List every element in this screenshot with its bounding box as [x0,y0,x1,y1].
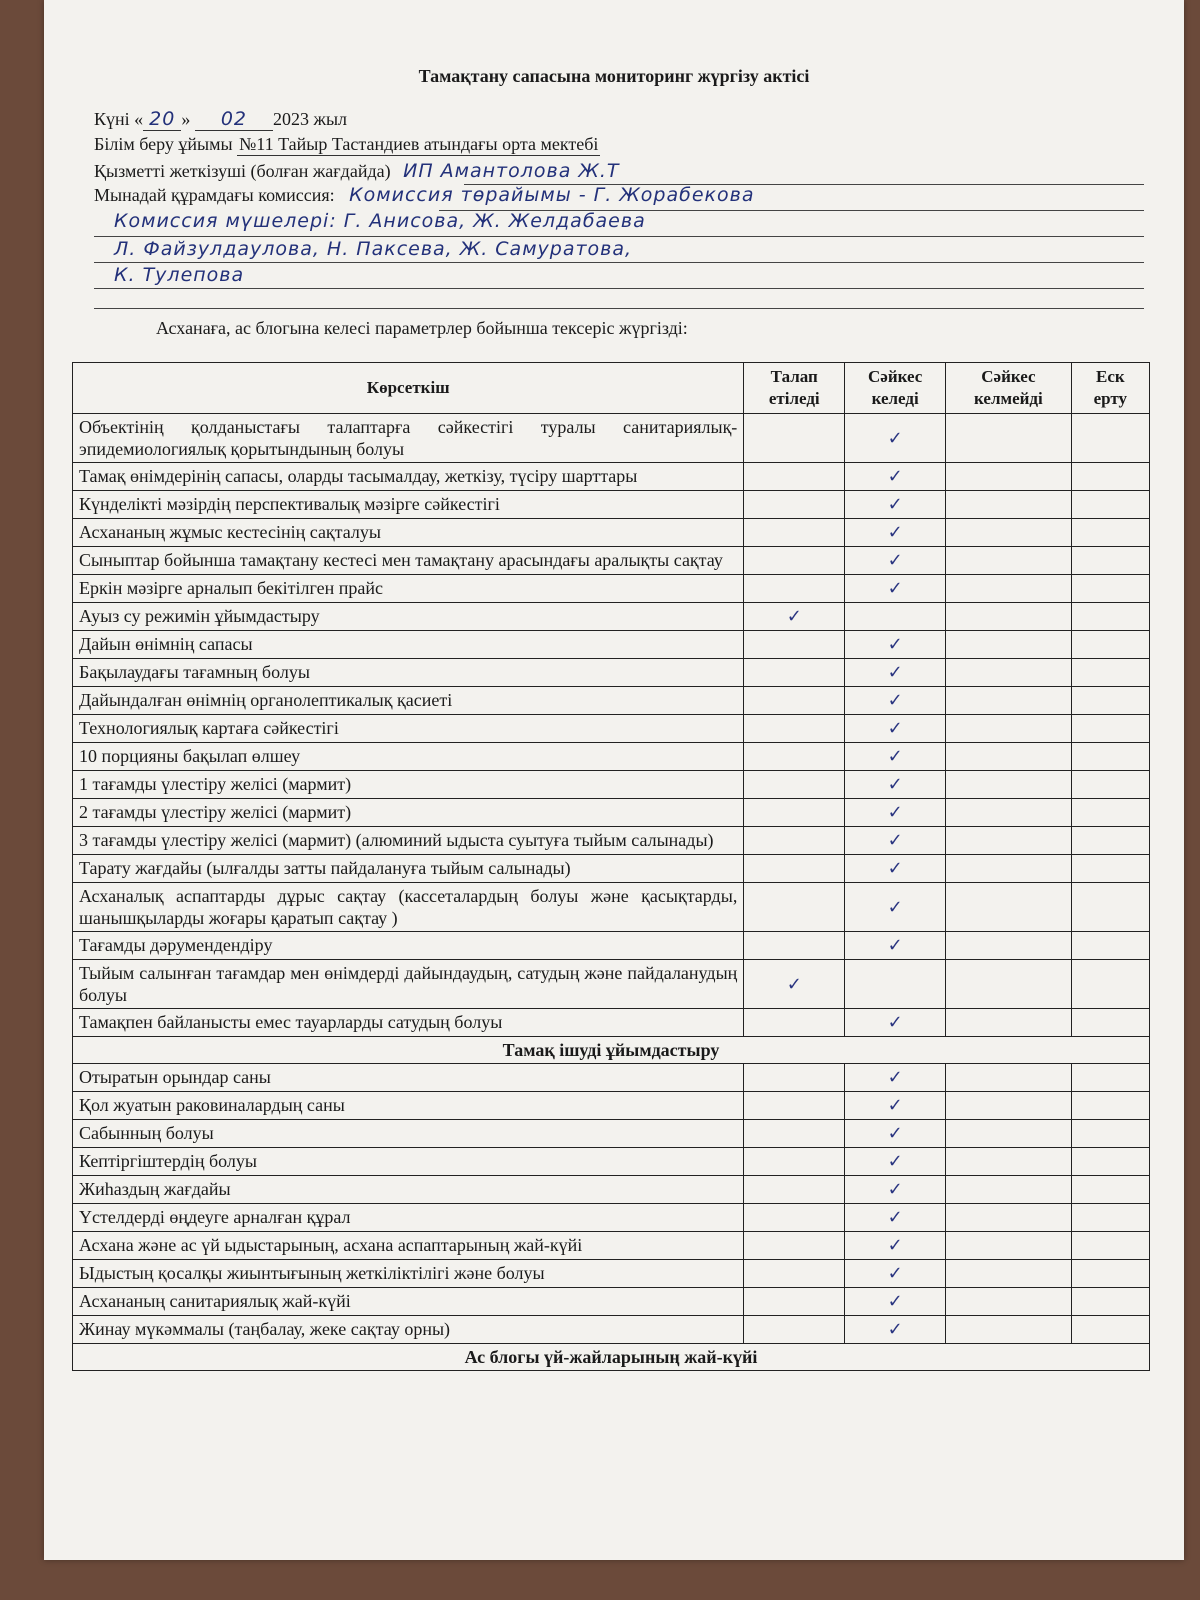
note-cell [1071,631,1149,659]
header-required: Талап етіледі [744,363,845,414]
indicator-cell: Асхана және ас үй ыдыстарының, асхана аспаптарының жай-күйі [73,1232,744,1260]
commission-members-1: Комиссия мүшелері: Г. Анисова, Ж. Желдабаева [114,210,646,232]
check-mark-icon: ✓ [887,466,903,487]
section-row-eating [73,1037,1150,1064]
indicator-cell: Бақылаудағы тағамның болуы [73,659,744,687]
table-row [73,1064,1150,1092]
table-row [73,1288,1150,1316]
indicator-cell: Жиһаздың жағдайы [73,1176,744,1204]
noncompliant-cell [946,463,1072,491]
noncompliant-cell [946,715,1072,743]
required-cell [744,1009,845,1037]
noncompliant-cell [946,1316,1072,1344]
indicator-cell: Тамақ өнімдерінің сапасы, оларды тасымалдау, жеткізу, түсіру шарттары [73,463,744,491]
compliant-cell [845,1288,946,1316]
commission-underline-4 [94,288,1144,289]
required-cell [744,855,845,883]
note-cell [1071,1204,1149,1232]
note-cell [1071,414,1149,463]
document-sheet [44,0,1184,1560]
compliant-cell [845,687,946,715]
compliant-cell [845,771,946,799]
required-cell [744,743,845,771]
noncompliant-cell [946,1148,1072,1176]
check-mark-icon: ✓ [887,1151,903,1172]
note-cell [1071,827,1149,855]
table-row [73,1204,1150,1232]
table-row [73,414,1150,463]
compliant-cell [845,631,946,659]
required-cell [744,1176,845,1204]
check-mark-icon: ✓ [887,935,903,956]
check-mark-icon: ✓ [887,662,903,683]
table-row [73,960,1150,1009]
check-mark-icon: ✓ [887,550,903,571]
noncompliant-cell [946,855,1072,883]
compliant-cell [845,1232,946,1260]
indicator-cell: Асхананың санитариялық жай-күйі [73,1288,744,1316]
indicator-cell: Күнделікті мәзірдің перспективалық мәзірге сәйкестігі [73,491,744,519]
note-cell [1071,463,1149,491]
note-cell [1071,1092,1149,1120]
required-cell [744,799,845,827]
indicator-cell: Тамақпен байланысты емес тауарларды сатудың болуы [73,1009,744,1037]
inspection-table [72,362,1150,1371]
table-row [73,883,1150,932]
commission-underline-3 [94,262,1144,263]
check-mark-icon: ✓ [887,634,903,655]
indicator-cell: 10 порцияны бақылап өлшеу [73,743,744,771]
table-row [73,799,1150,827]
required-cell [744,827,845,855]
note-cell [1071,932,1149,960]
required-cell [744,1092,845,1120]
required-cell [744,463,845,491]
required-cell [744,603,845,631]
note-cell [1071,687,1149,715]
table-row [73,1120,1150,1148]
table-row [73,1092,1150,1120]
indicator-cell: Тарату жағдайы (ылғалды затты пайдалануға тыйым салынады) [73,855,744,883]
commission-chair: Комиссия төрайымы - Г. Жорабекова [349,184,755,206]
noncompliant-cell [946,1092,1072,1120]
intro-text: Асханаға, ас блогына келесі параметрлер бойынша тексеріс жүргізді: [156,318,688,338]
check-mark-icon: ✓ [887,1179,903,1200]
table-row [73,743,1150,771]
table-row [73,1316,1150,1344]
required-cell [744,1064,845,1092]
indicator-cell: 1 тағамды үлестіру желісі (мармит) [73,771,744,799]
noncompliant-cell [946,603,1072,631]
check-mark-icon: ✓ [887,858,903,879]
required-cell [744,575,845,603]
table-row [73,827,1150,855]
org-value: №11 Тайыр Тастандиев атындағы орта мектебі [239,134,599,154]
note-cell [1071,1176,1149,1204]
noncompliant-cell [946,827,1072,855]
compliant-cell [845,883,946,932]
org-line: Білім беру ұйымы №11 Тайыр Тастандиев атындағы орта мектебі [94,134,599,154]
commission-members-3: К. Тулепова [114,264,245,286]
compliant-cell [845,575,946,603]
indicator-cell: Отыратын орындар саны [73,1064,744,1092]
check-mark-icon: ✓ [887,1319,903,1340]
note-cell [1071,1232,1149,1260]
check-mark-icon: ✓ [887,494,903,515]
indicator-cell: Дайын өнімнің сапасы [73,631,744,659]
header-note: Еск ерту [1071,363,1149,414]
required-cell [744,1204,845,1232]
required-cell [744,687,845,715]
indicator-cell: Тыйым салынған тағамдар мен өнімдерді дайындаудың, сатудың және пайдаланудың болуы [73,960,744,1009]
note-cell [1071,855,1149,883]
note-cell [1071,743,1149,771]
compliant-cell [845,855,946,883]
check-mark-icon: ✓ [887,1012,903,1033]
note-cell [1071,659,1149,687]
required-cell [744,883,845,932]
document-title: Тамақтану сапасына мониторинг жүргізу актісі [418,66,810,86]
check-mark-icon: ✓ [887,802,903,823]
noncompliant-cell [946,687,1072,715]
check-mark-icon: ✓ [887,896,903,918]
noncompliant-cell [946,519,1072,547]
table-row [73,1260,1150,1288]
required-cell [744,715,845,743]
indicator-cell: Асханалық аспаптарды дұрыс сақтау (кассеталардың болуы және қасықтарды, шанышқыларды жоғары қаратып сақтау ) [73,883,744,932]
note-cell [1071,1260,1149,1288]
noncompliant-cell [946,414,1072,463]
required-cell [744,547,845,575]
commission-underline-2 [94,236,1144,237]
table-row [73,463,1150,491]
required-cell [744,1120,845,1148]
noncompliant-cell [946,883,1072,932]
noncompliant-cell [946,1176,1072,1204]
noncompliant-cell [946,547,1072,575]
commission-underline-5 [94,308,1144,309]
indicator-cell: Қол жуатын раковиналардың саны [73,1092,744,1120]
compliant-cell [845,491,946,519]
note-cell [1071,771,1149,799]
indicator-cell: Дайындалған өнімнің органолептикалық қасиеті [73,687,744,715]
check-mark-icon: ✓ [887,1263,903,1284]
required-cell [744,932,845,960]
check-mark-icon: ✓ [887,427,903,449]
table-row [73,932,1150,960]
section-title: Ас блогы үй-жайларының жай-күйі [73,1344,1150,1371]
note-cell [1071,1064,1149,1092]
supplier-line: Қызметті жеткізуші (болған жағдайда) ИП Амантолова Ж.Т [94,160,620,182]
noncompliant-cell [946,1064,1072,1092]
compliant-cell [845,827,946,855]
note-cell [1071,1316,1149,1344]
table-row [73,1176,1150,1204]
table-row [73,659,1150,687]
noncompliant-cell [946,1009,1072,1037]
noncompliant-cell [946,799,1072,827]
required-cell [744,491,845,519]
indicator-cell: Объектінің қолданыстағы талаптарға сәйкестігі туралы санитариялық-эпидемиологиялық қорытындының болуы [73,414,744,463]
noncompliant-cell [946,1120,1072,1148]
section-title: Тамақ ішуді ұйымдастыру [73,1037,1150,1064]
required-cell [744,631,845,659]
table-row [73,715,1150,743]
note-cell [1071,519,1149,547]
header-indicator: Көрсеткіш [73,363,744,414]
indicator-cell: Үстелдерді өңдеуге арналған құрал [73,1204,744,1232]
compliant-cell [845,547,946,575]
compliant-cell [845,1120,946,1148]
note-cell [1071,715,1149,743]
commission-members-2: Л. Файзулдаулова, Н. Паксева, Ж. Самуратова, [114,238,633,260]
required-cell [744,1232,845,1260]
compliant-cell [845,1176,946,1204]
compliant-cell [845,1092,946,1120]
required-cell [744,659,845,687]
noncompliant-cell [946,491,1072,519]
compliant-cell [845,799,946,827]
noncompliant-cell [946,1288,1072,1316]
compliant-cell [845,1260,946,1288]
table-row [73,771,1150,799]
required-cell [744,1288,845,1316]
compliant-cell [845,1316,946,1344]
supplier-value: ИП Амантолова Ж.Т [403,160,620,182]
check-mark-icon: ✓ [887,522,903,543]
indicator-cell: Асхананың жұмыс кестесінің сақталуы [73,519,744,547]
check-mark-icon: ✓ [887,1291,903,1312]
compliant-cell [845,1204,946,1232]
compliant-cell [845,463,946,491]
required-cell [744,960,845,1009]
table-row [73,547,1150,575]
compliant-cell [845,519,946,547]
table-row [73,1232,1150,1260]
indicator-cell: Сыныптар бойынша тамақтану кестесі мен тамақтану арасындағы аралықты сақтау [73,547,744,575]
compliant-cell [845,743,946,771]
date-line: Күні « 20 » 02 2023 жыл [94,108,348,130]
table-row [73,1148,1150,1176]
check-mark-icon: ✓ [887,1123,903,1144]
table-row [73,519,1150,547]
table-row [73,1009,1150,1037]
date-day: 20 [143,108,181,131]
indicator-cell: Ыдыстың қосалқы жиынтығының жеткіліктілігі және болуы [73,1260,744,1288]
check-mark-icon: ✓ [887,690,903,711]
header-noncompliant: Сәйкес келмейді [946,363,1072,414]
indicator-cell: Еркін мәзірге арналып бекітілген прайс [73,575,744,603]
table-header-row [73,363,1150,414]
note-cell [1071,883,1149,932]
compliant-cell [845,414,946,463]
noncompliant-cell [946,659,1072,687]
note-cell [1071,575,1149,603]
noncompliant-cell [946,960,1072,1009]
date-month: 02 [195,108,273,131]
required-cell [744,1148,845,1176]
note-cell [1071,603,1149,631]
check-mark-icon: ✓ [887,830,903,851]
table-row [73,631,1150,659]
compliant-cell [845,1009,946,1037]
check-mark-icon: ✓ [786,973,802,995]
required-cell [744,519,845,547]
table-row [73,855,1150,883]
commission-line: Мынадай құрамдағы комиссия: Комиссия төрайымы - Г. Жорабекова [94,184,755,206]
noncompliant-cell [946,932,1072,960]
required-cell [744,414,845,463]
check-mark-icon: ✓ [786,606,802,627]
compliant-cell [845,1064,946,1092]
noncompliant-cell [946,1232,1072,1260]
section-row-kitchen [73,1344,1150,1371]
note-cell [1071,491,1149,519]
note-cell [1071,960,1149,1009]
check-mark-icon: ✓ [887,718,903,739]
noncompliant-cell [946,771,1072,799]
indicator-cell: Кептіргіштердің болуы [73,1148,744,1176]
table-row [73,491,1150,519]
indicator-cell: Технологиялық картаға сәйкестігі [73,715,744,743]
indicator-cell: Сабынның болуы [73,1120,744,1148]
check-mark-icon: ✓ [887,1067,903,1088]
table-row [73,603,1150,631]
compliant-cell [845,932,946,960]
check-mark-icon: ✓ [887,1095,903,1116]
note-cell [1071,1288,1149,1316]
compliant-cell [845,960,946,1009]
indicator-cell: Ауыз су режимін ұйымдастыру [73,603,744,631]
compliant-cell [845,659,946,687]
required-cell [744,771,845,799]
header-compliant: Сәйкес келеді [845,363,946,414]
table-row [73,687,1150,715]
compliant-cell [845,715,946,743]
indicator-cell: Тағамды дәрумендендіру [73,932,744,960]
noncompliant-cell [946,1204,1072,1232]
required-cell [744,1260,845,1288]
noncompliant-cell [946,575,1072,603]
date-year: 2023 жыл [273,109,348,129]
noncompliant-cell [946,1260,1072,1288]
note-cell [1071,1009,1149,1037]
indicator-cell: 2 тағамды үлестіру желісі (мармит) [73,799,744,827]
note-cell [1071,799,1149,827]
check-mark-icon: ✓ [887,578,903,599]
note-cell [1071,1120,1149,1148]
indicator-cell: Жинау мүкәммалы (таңбалау, жеке сақтау орны) [73,1316,744,1344]
required-cell [744,1316,845,1344]
compliant-cell [845,603,946,631]
indicator-cell: 3 тағамды үлестіру желісі (мармит) (алюминий ыдыста суытуға тыйым салынады) [73,827,744,855]
noncompliant-cell [946,743,1072,771]
table-row [73,575,1150,603]
check-mark-icon: ✓ [887,1235,903,1256]
note-cell [1071,1148,1149,1176]
note-cell [1071,547,1149,575]
check-mark-icon: ✓ [887,1207,903,1228]
compliant-cell [845,1148,946,1176]
check-mark-icon: ✓ [887,746,903,767]
check-mark-icon: ✓ [887,774,903,795]
noncompliant-cell [946,631,1072,659]
